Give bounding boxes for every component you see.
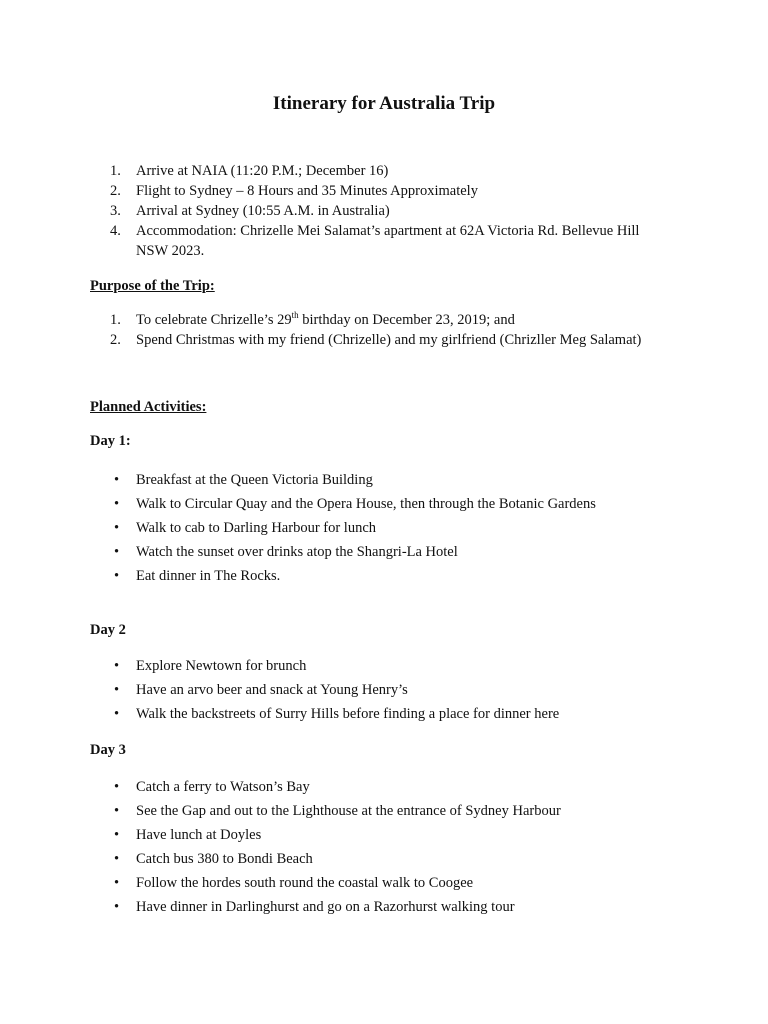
bullet-icon: • — [114, 827, 120, 843]
bullet-icon: • — [114, 472, 120, 488]
list-text: Explore Newtown for brunch — [136, 658, 307, 674]
list-text: Have lunch at Doyles — [136, 827, 262, 843]
bullet-icon: • — [114, 875, 120, 891]
day-3-list — [90, 777, 690, 917]
list-text: Breakfast at the Queen Victoria Building — [136, 472, 373, 488]
list-number: 2. — [110, 332, 121, 348]
list-item — [90, 897, 690, 917]
day-2-heading: Day 2 — [90, 622, 126, 638]
list-number: 3. — [110, 203, 121, 219]
list-item — [90, 801, 690, 821]
list-item — [90, 494, 690, 514]
list-text: Catch bus 380 to Bondi Beach — [136, 851, 313, 867]
list-text: To celebrate Chrizelle’s 29 — [136, 312, 292, 328]
bullet-icon: • — [114, 520, 120, 536]
bullet-icon: • — [114, 706, 120, 722]
purpose-list — [90, 310, 690, 350]
list-item — [90, 825, 690, 845]
list-text: Spend Christmas with my friend (Chrizelle) and my girlfriend (Chrizller Meg Salamat) — [136, 332, 642, 348]
list-text: Have dinner in Darlinghurst and go on a Razorhurst walking tour — [136, 899, 515, 915]
list-item — [90, 680, 690, 700]
bullet-icon: • — [114, 851, 120, 867]
list-text: See the Gap and out to the Lighthouse at the entrance of Sydney Harbour — [136, 803, 561, 819]
purpose-heading: Purpose of the Trip: — [90, 278, 215, 294]
list-item — [90, 566, 690, 586]
list-text: Eat dinner in The Rocks. — [136, 568, 281, 584]
bullet-icon: • — [114, 779, 120, 795]
list-text: Watch the sunset over drinks atop the Shangri-La Hotel — [136, 544, 458, 560]
list-item — [90, 161, 690, 181]
list-item — [90, 518, 690, 538]
list-number: 1. — [110, 312, 121, 328]
list-item — [90, 181, 690, 201]
list-text-continued: NSW 2023. — [136, 243, 205, 259]
list-item — [90, 310, 690, 330]
bullet-icon: • — [114, 568, 120, 584]
bullet-icon: • — [114, 658, 120, 674]
list-text: Walk to cab to Darling Harbour for lunch — [136, 520, 377, 536]
day-1-list — [90, 470, 690, 586]
list-item — [90, 849, 690, 869]
list-item — [90, 656, 690, 676]
list-item — [90, 704, 690, 724]
ordinal-suffix: th — [291, 310, 299, 321]
list-number: 1. — [110, 163, 121, 179]
list-text: Arrive at NAIA (11:20 P.M.; December 16) — [136, 163, 389, 179]
list-item — [90, 542, 690, 562]
list-text: Arrival at Sydney (10:55 A.M. in Australia) — [136, 203, 390, 219]
list-item — [90, 330, 690, 350]
list-text: birthday on December 23, 2019; and — [298, 312, 515, 328]
list-text: Follow the hordes south round the coastal walk to Coogee — [136, 875, 474, 891]
list-item — [90, 873, 690, 893]
list-text: Catch a ferry to Watson’s Bay — [136, 779, 310, 795]
list-item — [90, 221, 690, 261]
travel-list — [90, 161, 690, 261]
list-item — [90, 470, 690, 490]
list-item — [90, 201, 690, 221]
bullet-icon: • — [114, 496, 120, 512]
list-number: 4. — [110, 223, 121, 239]
list-text: Flight to Sydney – 8 Hours and 35 Minutes Approximately — [136, 183, 478, 199]
day-2-list — [90, 656, 690, 724]
activities-heading: Planned Activities: — [90, 399, 207, 415]
bullet-icon: • — [114, 544, 120, 560]
bullet-icon: • — [114, 682, 120, 698]
day-3-heading: Day 3 — [90, 742, 126, 758]
list-text: Walk the backstreets of Surry Hills before finding a place for dinner here — [136, 706, 560, 722]
bullet-icon: • — [114, 899, 120, 915]
list-text: Accommodation: Chrizelle Mei Salamat’s apartment at 62A Victoria Rd. Bellevue Hill — [136, 223, 640, 239]
list-text: Have an arvo beer and snack at Young Henry’s — [136, 682, 408, 698]
day-1-heading: Day 1: — [90, 433, 131, 449]
bullet-icon: • — [114, 803, 120, 819]
list-number: 2. — [110, 183, 121, 199]
list-item — [90, 777, 690, 797]
list-text: Walk to Circular Quay and the Opera House, then through the Botanic Gardens — [136, 496, 596, 512]
document-title: Itinerary for Australia Trip — [272, 93, 496, 114]
